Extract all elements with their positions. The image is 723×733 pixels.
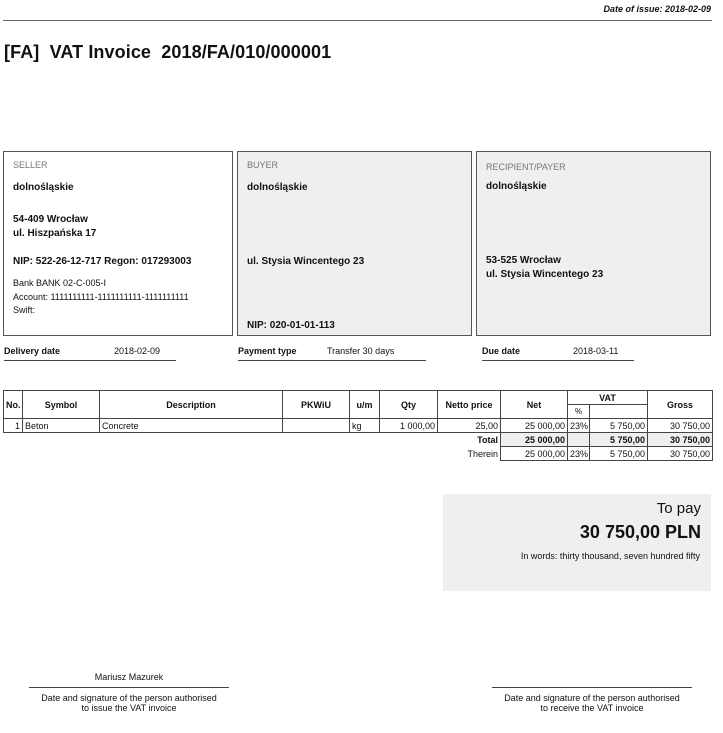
col-vat-amount bbox=[590, 405, 648, 419]
recipient-street: ul. Stysia Wincentego 23 bbox=[486, 269, 604, 280]
col-gross: Gross bbox=[648, 391, 713, 419]
therein-gross: 30 750,00 bbox=[648, 447, 713, 461]
therein-row bbox=[4, 447, 713, 461]
row-pkwiu bbox=[283, 419, 350, 433]
delivery-date-label: Delivery date bbox=[4, 346, 61, 356]
buyer-street: ul. Stysia Wincentego 23 bbox=[247, 256, 365, 267]
therein-vat: 5 750,00 bbox=[590, 447, 648, 461]
row-net: 25 000,00 bbox=[501, 419, 568, 433]
seller-street: ul. Hiszpańska 17 bbox=[13, 228, 97, 239]
row-um: kg bbox=[350, 419, 380, 433]
recipient-box bbox=[476, 151, 711, 336]
date-of-issue: Date of issue: 2018-02-09 bbox=[603, 4, 711, 14]
col-description: Description bbox=[100, 391, 283, 419]
row-vat: 5 750,00 bbox=[590, 419, 648, 433]
total-net: 25 000,00 bbox=[501, 433, 568, 447]
to-pay-box bbox=[443, 494, 711, 591]
recipient-postal-city: 53-525 Wrocław bbox=[486, 255, 561, 266]
to-pay-amount: 30 750,00 PLN bbox=[579, 522, 701, 542]
col-pkwiu: PKWiU bbox=[283, 391, 350, 419]
col-vat-pct: % bbox=[568, 405, 590, 419]
col-vat: VAT bbox=[568, 391, 648, 405]
col-symbol: Symbol bbox=[23, 391, 100, 419]
issuer-name: Mariusz Mazurek bbox=[94, 672, 164, 682]
total-gross: 30 750,00 bbox=[648, 433, 713, 447]
buyer-label: BUYER bbox=[247, 160, 279, 170]
row-no: 1 bbox=[4, 419, 23, 433]
delivery-date-value: 2018-02-09 bbox=[114, 346, 161, 356]
seller-name: dolnośląskie bbox=[13, 182, 74, 193]
seller-box bbox=[3, 151, 233, 336]
recipient-label: RECIPIENT/PAYER bbox=[486, 162, 566, 172]
row-symbol: Beton bbox=[23, 419, 100, 433]
row-qty: 1 000,00 bbox=[380, 419, 438, 433]
receiver-caption-1: Date and signature of the person authorised bbox=[504, 693, 680, 703]
total-row bbox=[4, 433, 713, 447]
issuer-signature bbox=[29, 672, 229, 713]
payment-type-label: Payment type bbox=[238, 346, 297, 356]
col-netto-price: Netto price bbox=[438, 391, 501, 419]
buyer-nip: NIP: 020-01-01-113 bbox=[247, 320, 335, 331]
therein-label: Therein bbox=[467, 448, 498, 459]
receiver-caption-2: to receive the VAT invoice bbox=[540, 703, 644, 713]
seller-label: SELLER bbox=[13, 160, 48, 170]
due-date-label: Due date bbox=[482, 346, 521, 356]
seller-swift: Swift: bbox=[13, 305, 36, 315]
top-divider bbox=[3, 20, 712, 21]
items-table bbox=[3, 390, 713, 461]
seller-bank: Bank BANK 02-C-005-I bbox=[13, 278, 107, 288]
col-um: u/m bbox=[350, 391, 380, 419]
receiver-signature bbox=[492, 672, 692, 713]
total-vat: 5 750,00 bbox=[590, 433, 648, 447]
to-pay-label: To pay bbox=[656, 500, 701, 517]
seller-postal-city: 54-409 Wrocław bbox=[13, 214, 88, 225]
issuer-caption-1: Date and signature of the person authorised bbox=[41, 693, 217, 703]
therein-vat-pct: 23% bbox=[568, 447, 590, 461]
row-gross: 30 750,00 bbox=[648, 419, 713, 433]
col-qty: Qty bbox=[380, 391, 438, 419]
issuer-caption-2: to issue the VAT invoice bbox=[81, 703, 177, 713]
therein-net: 25 000,00 bbox=[501, 447, 568, 461]
row-description: Concrete bbox=[100, 419, 283, 433]
due-date-value: 2018-03-11 bbox=[573, 346, 619, 356]
col-no: No. bbox=[4, 391, 23, 419]
recipient-name: dolnośląskie bbox=[486, 181, 547, 192]
total-label: Total bbox=[477, 434, 498, 445]
seller-nip-regon: NIP: 522-26-12-717 Regon: 017293003 bbox=[13, 256, 192, 267]
table-row bbox=[4, 419, 713, 433]
buyer-box bbox=[237, 151, 472, 336]
to-pay-in-words: In words: thirty thousand, seven hundred fifty bbox=[520, 551, 700, 561]
col-net: Net bbox=[501, 391, 568, 419]
buyer-name: dolnośląskie bbox=[247, 182, 308, 193]
row-netto-price: 25,00 bbox=[438, 419, 501, 433]
invoice-title: [FA] VAT Invoice 2018/FA/010/000001 bbox=[4, 42, 332, 62]
seller-account: Account: 1111111111-1111111111-1111111111 bbox=[13, 292, 189, 302]
row-vat-pct: 23% bbox=[568, 419, 590, 433]
payment-type-value: Transfer 30 days bbox=[327, 346, 395, 356]
